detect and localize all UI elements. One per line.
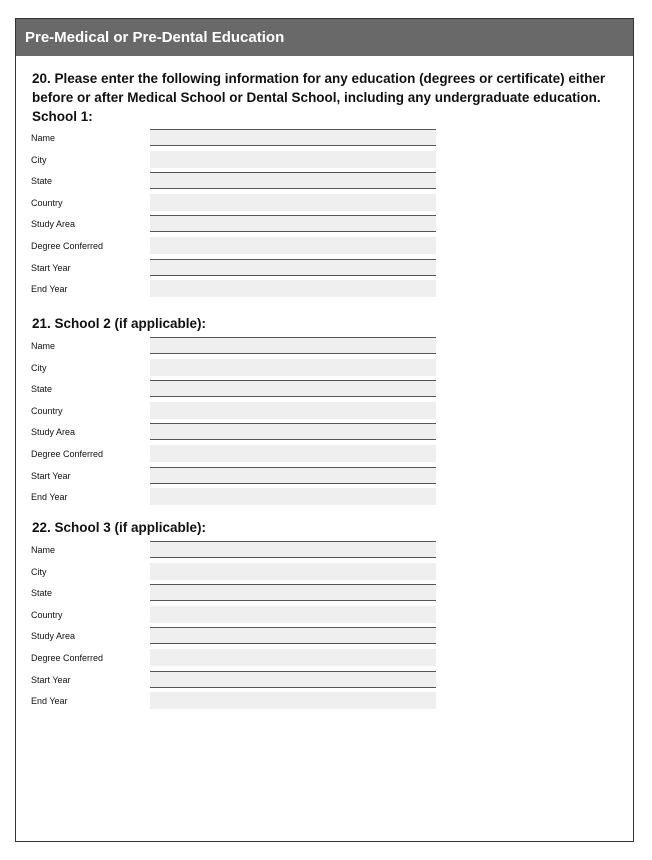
school-3-city-input[interactable] [150, 563, 436, 580]
school-2-city-row [16, 359, 633, 381]
school-2-name-input[interactable] [150, 337, 436, 354]
school-1-study-area-input[interactable] [150, 215, 436, 232]
school-2-degree-conferred-row [16, 445, 633, 467]
form-page [15, 18, 634, 842]
school-3-end-year-input[interactable] [150, 692, 436, 709]
school-2-end-year-row [16, 488, 633, 510]
school-1-end-year-input[interactable] [150, 280, 436, 297]
school-1-country-input[interactable] [150, 194, 436, 211]
school-3-state-input[interactable] [150, 584, 436, 601]
school-2-state-input[interactable] [150, 380, 436, 397]
school-2-country-row [16, 402, 633, 424]
school-3-city-row [16, 563, 633, 585]
school-3-study-area-row [16, 627, 633, 649]
school-2-study-area-input[interactable] [150, 423, 436, 440]
school-1-start-year-row [16, 259, 633, 281]
field-label: Study Area [31, 427, 76, 438]
field-label: City [31, 154, 47, 165]
school-3-degree-conferred-input[interactable] [150, 649, 436, 666]
school-2-start-year-row [16, 467, 633, 489]
question-text-line1: 20. Please enter the following information for any education (degrees or certificate) either [32, 71, 606, 86]
school-1-state-input[interactable] [150, 172, 436, 189]
school-1-name-row [16, 129, 633, 151]
school-1-start-year-input[interactable] [150, 259, 436, 276]
question-text-line2: before or after Medical School or Dental School, including any undergraduate education. [32, 90, 601, 105]
school-3-country-input[interactable] [150, 606, 436, 623]
school-2-start-year-input[interactable] [150, 467, 436, 484]
school-1-end-year-row [16, 280, 633, 302]
school-1-degree-conferred-row [16, 237, 633, 259]
school-2-country-input[interactable] [150, 402, 436, 419]
school-2-heading: 21. School 2 (if applicable): [32, 316, 207, 331]
school-1-heading: School 1: [32, 109, 93, 124]
school-3-state-row [16, 584, 633, 606]
field-label: End Year [31, 284, 68, 295]
school-2-city-input[interactable] [150, 359, 436, 376]
field-label: Degree Conferred [31, 240, 104, 251]
field-label: State [31, 384, 53, 395]
field-label: Degree Conferred [31, 652, 104, 663]
school-1-country-row [16, 194, 633, 216]
school-3-study-area-input[interactable] [150, 627, 436, 644]
school-3-heading: 22. School 3 (if applicable): [32, 520, 207, 535]
field-label: Name [31, 133, 56, 143]
field-label: Country [31, 197, 63, 208]
school-1-degree-conferred-input[interactable] [150, 237, 436, 254]
school-1-state-row [16, 172, 633, 194]
school-3-start-year-row [16, 671, 633, 693]
field-label: Start Year [31, 262, 71, 273]
field-label: Study Area [31, 631, 76, 642]
field-label: End Year [31, 696, 68, 707]
school-3-country-row [16, 606, 633, 628]
school-2-name-row [16, 337, 633, 359]
field-label: State [31, 588, 53, 599]
school-2-end-year-input[interactable] [150, 488, 436, 505]
school-1-city-row [16, 151, 633, 173]
field-label: End Year [31, 492, 68, 503]
field-label: Degree Conferred [31, 448, 104, 459]
school-2-degree-conferred-input[interactable] [150, 445, 436, 462]
question-22 [16, 518, 633, 714]
school-1-city-input[interactable] [150, 151, 436, 168]
question-20 [16, 69, 633, 302]
field-label: Study Area [31, 219, 76, 230]
field-label: Country [31, 609, 63, 620]
field-label: State [31, 176, 53, 187]
school-3-start-year-input[interactable] [150, 671, 436, 688]
school-2-study-area-row [16, 423, 633, 445]
field-label: Country [31, 405, 63, 416]
field-label: Start Year [31, 674, 71, 685]
field-label: Name [31, 341, 56, 351]
school-3-degree-conferred-row [16, 649, 633, 671]
field-label: City [31, 566, 47, 577]
field-label: Name [31, 545, 56, 555]
school-3-name-row [16, 541, 633, 563]
field-label: City [31, 362, 47, 373]
field-label: Start Year [31, 470, 71, 481]
school-3-end-year-row [16, 692, 633, 714]
school-2-state-row [16, 380, 633, 402]
question-21 [16, 314, 633, 510]
school-1-study-area-row [16, 215, 633, 237]
section-header: Pre-Medical or Pre-Dental Education [16, 19, 633, 56]
school-1-name-input[interactable] [150, 129, 436, 146]
school-3-name-input[interactable] [150, 541, 436, 558]
